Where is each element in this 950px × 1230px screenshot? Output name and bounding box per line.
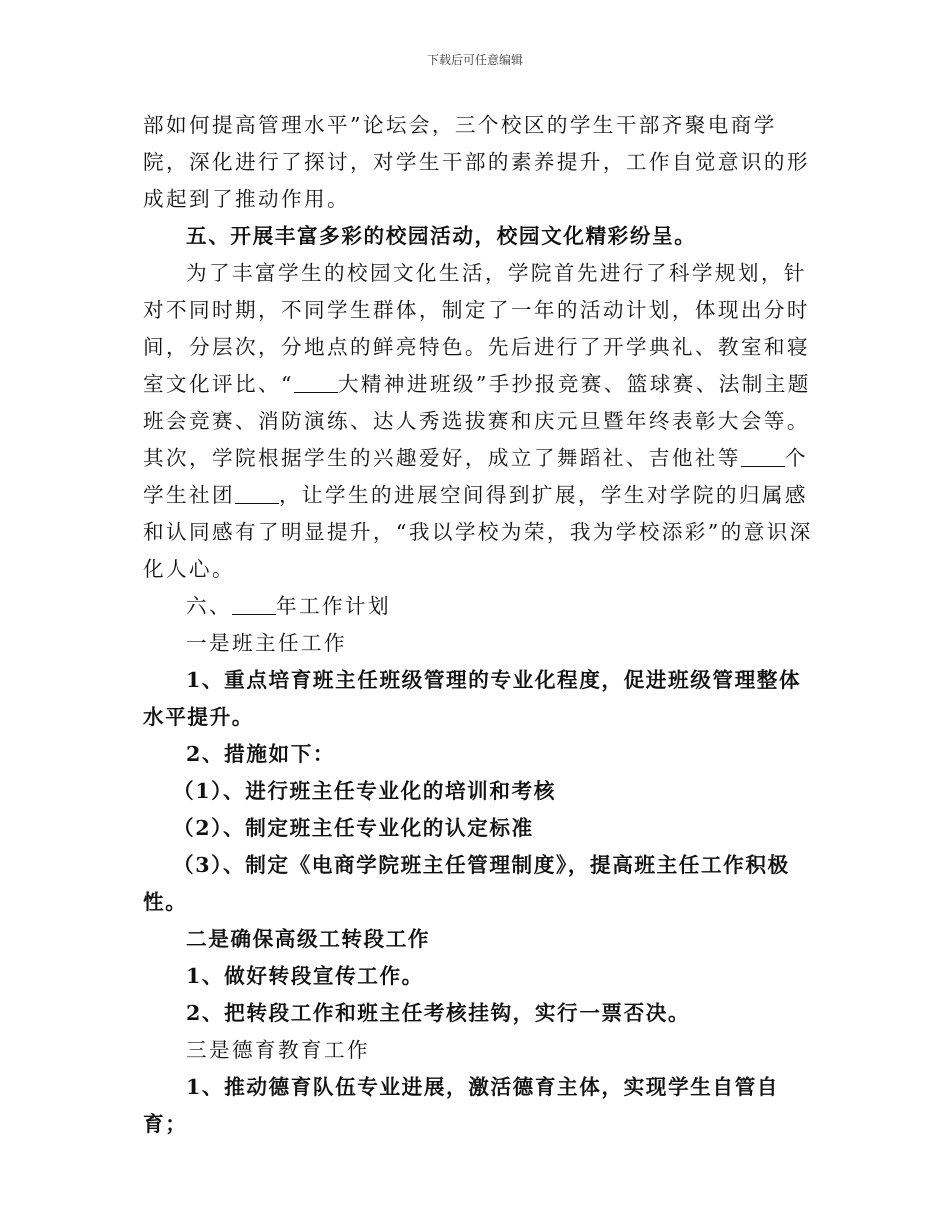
text-segment: 六、 (186, 594, 232, 618)
text-segment: 大精神进班级”手抄报竞赛、篮球赛、法制主题班会竞赛、消防演练、达人秀选拔赛和庆元旦暨年终表彰大会等。其次，学院根据学生的兴趣爱好，成立了舞蹈社、吉他社等 (143, 372, 811, 470)
sub-item-2: （2）、制定班主任专业化的认定标准 (173, 816, 534, 840)
text-segment: 为了丰富学生的校园文化生活，学院首先进行了科学规划，针对不同时期，不同学生群体，制定了一年的活动计划，体现出分时间，分层次，分地点的鲜亮特色。先后进行了开学典礼、教室和寝室文化评比、“ (143, 261, 810, 396)
text-segment: 个学生社团 (143, 446, 808, 507)
section-heading-6 (143, 588, 813, 625)
sub-item-3: （3）、制定《电商学院班主任管理制度》，提高班主任工作积极性。 (143, 853, 790, 914)
blank-underline (232, 594, 276, 615)
subheading-moral-education: 三是德育教育工作 (186, 1038, 370, 1062)
transfer-item-1: 1、做好转段宣传工作。 (186, 964, 424, 988)
blank-underline (741, 446, 785, 467)
section-heading-5: 五、开展丰富多彩的校园活动，校园文化精彩纷呈。 (186, 224, 697, 248)
paragraph-campus-activities (143, 255, 813, 588)
sub-item-1: （1）、进行班主任专业化的培训和考核 (173, 779, 556, 803)
subheading-class-teacher: 一是班主任工作 (186, 631, 347, 655)
item-2: 2、措施如下： (186, 742, 336, 766)
subheading-senior-transfer: 二是确保高级工转段工作 (186, 927, 431, 951)
blank-underline (294, 372, 338, 393)
transfer-item-2: 2、把转段工作和班主任考核挂钩，实行一票否决。 (186, 1001, 691, 1025)
blank-underline (235, 483, 279, 504)
moral-item-1: 1、推动德育队伍专业进展，激活德育主体，实现学生自管自育； (143, 1075, 779, 1136)
text-segment: 年工作计划 (276, 594, 391, 618)
item-1: 1、重点培育班主任班级管理的专业化程度，促进班级管理整体水平提升。 (143, 668, 802, 729)
paragraph-continuation: 部如何提高管理水平”论坛会，三个校区的学生干部齐聚电商学院，深化进行了探讨，对学生干部的素养提升，工作自觉意识的形成起到了推动作用。 (143, 113, 810, 211)
document-body (143, 107, 813, 1143)
page-header: 下载后可任意编辑 (426, 53, 523, 67)
text-segment: ，让学生的进展空间得到扩展，学生对学院的归属感和认同感有了明显提升，“我以学校为荣，我为学校添彩”的意识深化人心。 (143, 483, 813, 581)
